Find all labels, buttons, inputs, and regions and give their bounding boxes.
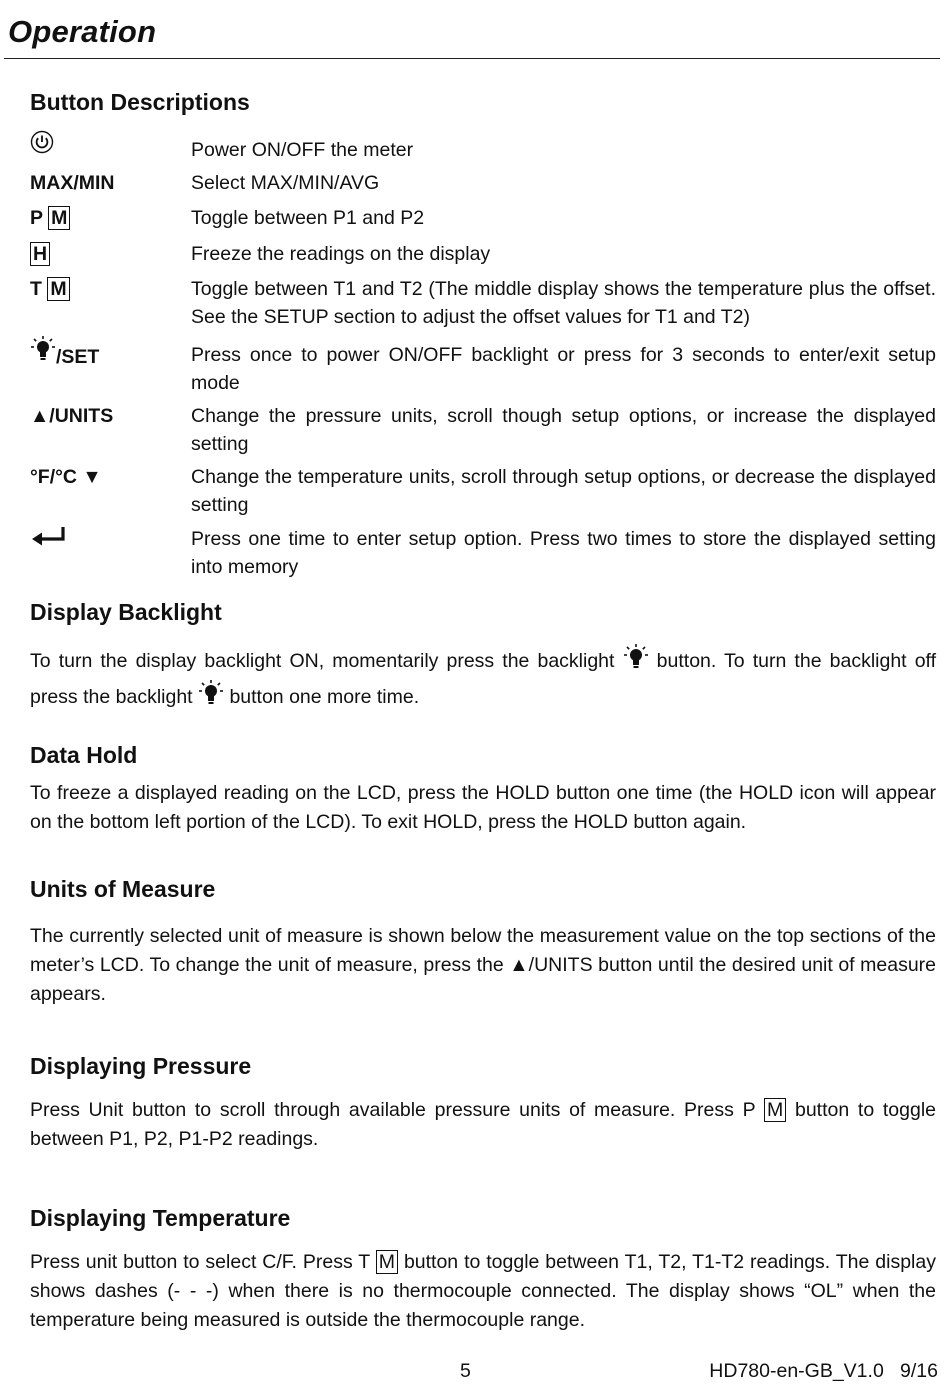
boxed-m-key: M xyxy=(47,277,69,301)
lightbulb-icon xyxy=(623,643,649,679)
pressure-text-a: Press Unit button to scroll through available pressure units of measure. Press P xyxy=(30,1099,756,1121)
pressure-text-b: button to toggle between P1, P2, P1-P2 readings. xyxy=(30,1099,937,1150)
lightbulb-icon xyxy=(198,679,224,715)
button-desc: Press once to power ON/OFF backlight or press for 3 seconds to enter/exit setup mode xyxy=(191,344,936,394)
button-key xyxy=(30,204,70,232)
power-icon xyxy=(30,130,54,162)
backlight-text-c: button one more time. xyxy=(229,686,420,708)
units-text-b: ▲/UNITS button until the desired unit of measure appears. xyxy=(30,954,936,1005)
boxed-h-key: H xyxy=(30,242,50,266)
button-desc: Select MAX/MIN/AVG xyxy=(191,172,380,194)
section-heading-displaying-pressure: Displaying Pressure xyxy=(30,1053,252,1079)
button-key: MAX/MIN xyxy=(30,172,115,194)
button-key xyxy=(30,240,50,268)
backlight-text-a: To turn the display backlight ON, momentarily press the backlight xyxy=(30,650,615,672)
button-key: °F/°C ▼ xyxy=(30,466,102,488)
section-heading-data-hold: Data Hold xyxy=(30,742,138,768)
button-key xyxy=(30,335,99,369)
boxed-m-key: M xyxy=(48,206,70,230)
button-key-prefix: T xyxy=(30,278,42,300)
button-desc: Change the temperature units, scroll through setup options, or decrease the displayed setting xyxy=(191,466,936,516)
button-desc: Press one time to enter setup option. Press two times to store the displayed setting into memory xyxy=(191,528,936,578)
paragraph-temperature xyxy=(30,1248,936,1335)
boxed-m-key: M xyxy=(376,1250,398,1274)
button-desc: Toggle between P1 and P2 xyxy=(191,207,425,229)
paragraph-data-hold: To freeze a displayed reading on the LCD, press the HOLD button one time (the HOLD icon will appear on the bottom left portion of the LCD). To exit HOLD, press the HOLD button again. xyxy=(30,782,936,833)
button-key-label: /SET xyxy=(56,346,100,369)
page-title: Operation xyxy=(8,14,157,49)
section-heading-displaying-temperature: Displaying Temperature xyxy=(30,1205,291,1231)
paragraph-backlight xyxy=(30,643,936,715)
title-divider xyxy=(4,58,940,59)
paragraph-units xyxy=(30,922,936,1009)
backlight-text-b: button. To turn the backlight off press the backlight xyxy=(30,650,937,708)
button-desc: Change the pressure units, scroll though setup options, or increase the displayed setting xyxy=(191,405,936,455)
enter-arrow-icon xyxy=(30,525,68,555)
button-desc: Toggle between T1 and T2 (The middle display shows the temperature plus the offset. See the SETUP section to adjust the offset values for T1 and T2) xyxy=(191,278,936,328)
section-heading-display-backlight: Display Backlight xyxy=(30,599,222,625)
doc-version: HD780-en-GB_V1.0 9/16 xyxy=(709,1360,938,1382)
lightbulb-icon xyxy=(30,335,56,369)
button-key xyxy=(30,275,70,303)
section-heading-units-of-measure: Units of Measure xyxy=(30,876,216,902)
section-heading-button-descriptions: Button Descriptions xyxy=(30,89,250,115)
boxed-m-key: M xyxy=(764,1098,786,1122)
button-desc: Power ON/OFF the meter xyxy=(191,139,414,161)
temperature-text-b: button to toggle between T1, T2, T1-T2 readings. The display shows dashes (- - -) when there is no thermocouple connected. The display shows “OL” when the temperature being measured is outside the thermocouple range. xyxy=(30,1251,936,1331)
temperature-text-a: Press unit button to select C/F. Press T xyxy=(30,1251,370,1273)
button-key: ▲/UNITS xyxy=(30,405,114,427)
paragraph-pressure xyxy=(30,1096,936,1154)
units-text-a: The currently selected unit of measure is shown below the measurement value on the top sections of the meter’s LCD. To change the unit of measure, press the xyxy=(30,925,936,976)
page-number: 5 xyxy=(460,1360,471,1382)
button-key-prefix: P xyxy=(30,207,43,229)
button-desc: Freeze the readings on the display xyxy=(191,243,491,265)
